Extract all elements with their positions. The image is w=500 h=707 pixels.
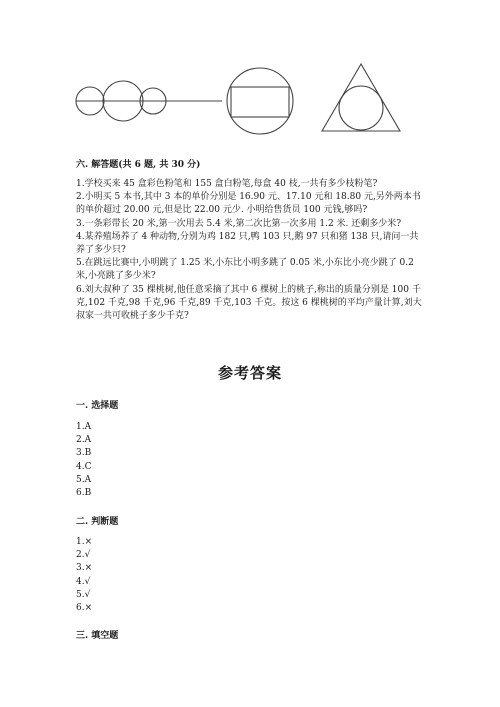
answer-item: 5.A xyxy=(76,474,92,485)
answer-item: 1.A xyxy=(76,422,92,432)
answer-item: 1.× xyxy=(76,537,93,547)
answer-item: 4.√ xyxy=(76,576,91,587)
answer-item: 6.B xyxy=(76,488,92,499)
section6-heading: 六. 解答题(共 6 题, 共 30 分) xyxy=(76,160,201,170)
geometry-figures xyxy=(0,0,500,150)
answer-item: 5.√ xyxy=(76,589,91,600)
question-item: 3.一条彩带长 20 米,第一次用去 5.4 米,第二次比第一次多用 1.2 米. 还剩多少米? xyxy=(76,218,402,229)
answer-item: 4.C xyxy=(76,461,92,472)
answer-section-heading: 一. 选择题 xyxy=(76,401,119,411)
inscribed-rectangle xyxy=(231,87,289,117)
answer-item: 3.× xyxy=(76,563,93,574)
question-item: 5.在跳远比赛中,小明跳了 1.25 米,小东比小明多跳了 0.05 米,小东比小亮少跳了 0.2 米,小亮跳了多少米? xyxy=(76,258,414,282)
answer-item: 2.√ xyxy=(76,550,91,561)
answer-section-heading: 三. 填空题 xyxy=(76,631,119,641)
answer-section-heading: 二. 判断题 xyxy=(76,517,119,527)
three-circles-figure xyxy=(76,81,222,121)
answer-item: 2.A xyxy=(76,435,92,446)
question-list xyxy=(76,178,424,323)
question-item: 2.小明买 5 本书,其中 3 本的单价分别是 16.90 元、17.10 元和 18.80 元,另外两本书的单价超过 20.00 元,但是比 22.00 元少. 小明给售货员 100 元钱,够吗? xyxy=(76,192,421,216)
circle-with-rectangle-figure xyxy=(227,68,293,134)
inscribed-circle xyxy=(339,86,383,130)
answer-item: 3.B xyxy=(76,448,92,459)
judgment-answers-list xyxy=(76,536,92,615)
answer-item: 6.× xyxy=(76,603,93,614)
triangle-with-circle-figure xyxy=(322,64,400,131)
question-item: 4.某养殖场养了 4 种动物,分别为鸡 182 只,鸭 103 只,鹅 97 只和猪 138 只,请问一共养了多少只? xyxy=(76,231,419,256)
triangle-outline xyxy=(322,64,400,131)
answer-key-title: 参考答案 xyxy=(217,364,282,382)
choice-answers-list xyxy=(76,421,91,500)
outer-circle xyxy=(227,68,293,134)
question-item: 6.刘大叔种了 35 棵桃树,他任意采摘了其中 6 棵树上的桃子,称出的质量分别是 100 千克,102 千克,98 千克,96 千克,89 千克,103 千克。按这 6 棵桃树的平均产量计算,刘大叔家一共可收桃子多少千克? xyxy=(76,284,422,322)
question-item: 1.学校买来 45 盒彩色粉笔和 155 盒白粉笔,每盒 40 枝,一共有多少枝粉笔? xyxy=(76,179,378,189)
